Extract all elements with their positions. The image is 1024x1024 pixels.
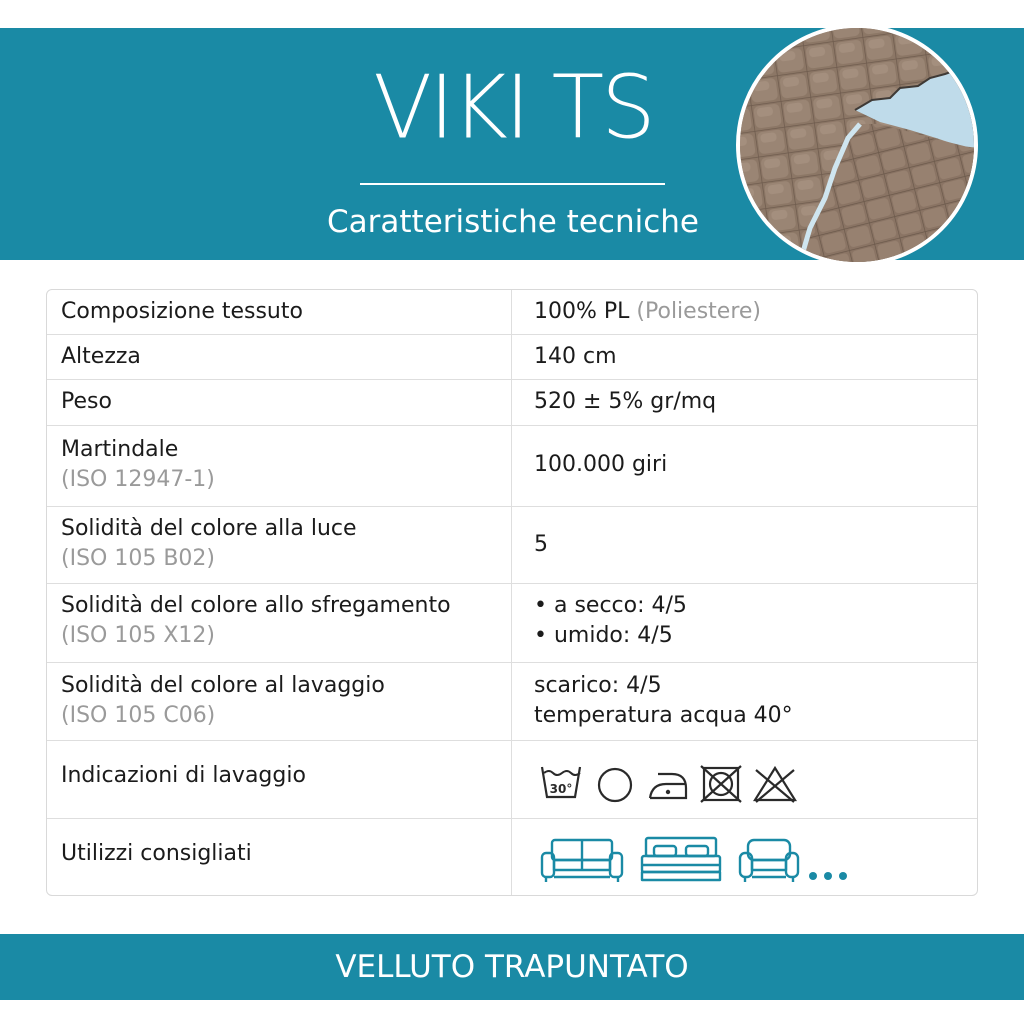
row-value-note: (Poliestere) [636, 299, 762, 324]
dry-clean-icon [596, 766, 634, 804]
row-label-note: (ISO 105 C06) [61, 703, 216, 728]
row-label: Altezza [61, 344, 141, 369]
no-bleach-icon [752, 765, 798, 803]
specs-table [46, 289, 978, 896]
table-row [47, 507, 977, 584]
footer-banner: VELLUTO TRAPUNTATO [0, 934, 1024, 1000]
row-label-note: (ISO 105 X12) [61, 623, 215, 648]
page-subtitle: Caratteristiche tecniche [327, 204, 699, 240]
wash-30-icon [540, 763, 582, 801]
table-row [47, 426, 977, 507]
table-row [47, 663, 977, 741]
row-value: 100% PL [534, 299, 630, 324]
table-row [47, 584, 977, 663]
no-tumble-dry-icon [700, 765, 742, 803]
table-row [47, 290, 977, 335]
table-row [47, 335, 977, 380]
armchair-icon [738, 837, 800, 883]
row-label: Peso [61, 389, 112, 414]
row-value: 5 [534, 532, 548, 557]
row-label: Solidità del colore al lavaggio [61, 673, 385, 698]
title-divider [360, 183, 665, 185]
row-label: Solidità del colore allo sfregamento [61, 593, 451, 618]
product-title: VIKI TS [373, 57, 653, 159]
row-value: 100.000 giri [534, 452, 668, 477]
row-value: 520 ± 5% gr/mq [534, 389, 717, 414]
row-label: Composizione tessuto [61, 299, 303, 324]
sofa-icon [540, 837, 624, 883]
row-value: 140 cm [534, 344, 617, 369]
row-label: Martindale [61, 437, 179, 462]
row-label-note: (ISO 12947-1) [61, 467, 215, 492]
bed-icon [640, 835, 722, 883]
more-dots-icon [808, 871, 852, 881]
fabric-swatch-image [736, 24, 978, 266]
table-row [47, 741, 977, 819]
row-label: Utilizzi consigliati [61, 841, 252, 866]
table-row [47, 819, 977, 896]
wash-temp-label: 30° [549, 782, 573, 796]
row-label: Solidità del colore alla luce [61, 516, 357, 541]
table-row [47, 380, 977, 426]
row-label: Indicazioni di lavaggio [61, 763, 306, 788]
row-value-line: scarico: 4/5 [534, 673, 662, 698]
iron-low-icon [646, 766, 690, 802]
row-value-line: temperatura acqua 40° [534, 703, 793, 728]
row-value-line: • a secco: 4/5 [534, 593, 687, 618]
row-label-note: (ISO 105 B02) [61, 546, 215, 571]
row-value-line: • umido: 4/5 [534, 623, 673, 648]
